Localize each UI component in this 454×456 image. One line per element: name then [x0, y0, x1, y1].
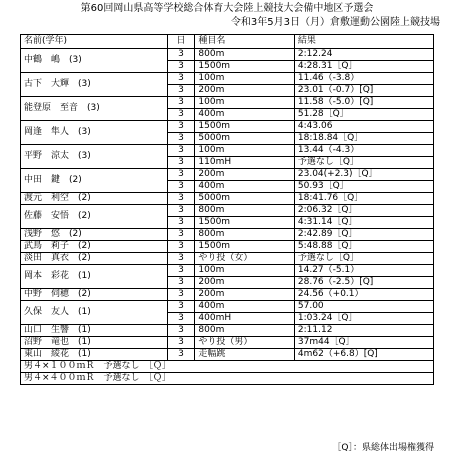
- result-cell: 11.46（-3.8）: [294, 73, 433, 85]
- result-cell: 1:03.24［Q］: [294, 313, 433, 325]
- grade-cell: 3: [167, 313, 195, 325]
- event-cell: 1500m: [195, 61, 295, 73]
- event-cell: 800m: [195, 49, 295, 61]
- event-cell: 110mH: [195, 157, 295, 169]
- result-cell: 18:41.76［Q］: [294, 193, 433, 205]
- event-cell: 400mH: [195, 313, 295, 325]
- grade-cell: 3: [167, 289, 195, 301]
- event-cell: 800m: [195, 229, 295, 241]
- result-cell: 28.76（-2.5）[Q]: [294, 277, 433, 289]
- athlete-name: 武鳥 莉子 (2): [21, 241, 168, 253]
- grade-cell: 3: [167, 157, 195, 169]
- result-cell: 4:31.14［Q］: [294, 217, 433, 229]
- result-cell: 23.01（-0.7）[Q]: [294, 85, 433, 97]
- athlete-name: 能登原 至音 (3): [21, 97, 168, 121]
- event-cell: 200m: [195, 169, 295, 181]
- relay-label: 男４×４００ｍＲ 予選なし ［Ｑ］: [21, 373, 434, 385]
- event-cell: 100m: [195, 145, 295, 157]
- table-row: [21, 145, 434, 157]
- event-cell: 走幅跳: [195, 349, 295, 361]
- athlete-name: 沼野 竜也 (1): [21, 337, 168, 349]
- event-cell: 1500m: [195, 121, 295, 133]
- result-cell: 37m44［Q］: [294, 337, 433, 349]
- athlete-name: 東山 綾花 (1): [21, 349, 168, 361]
- table-row: [21, 229, 434, 241]
- result-cell: 23.04(+2.3)［Q］: [294, 169, 433, 181]
- table-row: [21, 265, 434, 277]
- athlete-name: 中鶴 嶋 (3): [21, 49, 168, 73]
- header-grade: 日: [167, 35, 195, 49]
- result-cell: 2:42.89［Q］: [294, 229, 433, 241]
- grade-cell: 3: [167, 145, 195, 157]
- event-cell: 800m: [195, 205, 295, 217]
- header-result: 結果: [294, 35, 433, 49]
- result-cell: 4:28.31［Q］: [294, 61, 433, 73]
- grade-cell: 3: [167, 277, 195, 289]
- table-row: [21, 349, 434, 361]
- grade-cell: 3: [167, 301, 195, 313]
- event-cell: 100m: [195, 97, 295, 109]
- athlete-name: 岡本 彩花 (1): [21, 265, 168, 289]
- table-row: [21, 241, 434, 253]
- result-cell: 57.00: [294, 301, 433, 313]
- event-cell: 5000m: [195, 193, 295, 205]
- table-row: [21, 289, 434, 301]
- grade-cell: 3: [167, 85, 195, 97]
- grade-cell: 3: [167, 253, 195, 265]
- grade-cell: 3: [167, 97, 195, 109]
- grade-cell: 3: [167, 109, 195, 121]
- table-row: [21, 253, 434, 265]
- athlete-name: 佐藤 安悟 (2): [21, 205, 168, 229]
- table-row: [21, 301, 434, 313]
- table-row: [21, 121, 434, 133]
- grade-cell: 3: [167, 229, 195, 241]
- grade-cell: 3: [167, 61, 195, 73]
- result-cell: 予選なし［Q］: [294, 157, 433, 169]
- header-event: 種目名: [195, 35, 295, 49]
- result-cell: 2:11.12: [294, 325, 433, 337]
- grade-cell: 3: [167, 337, 195, 349]
- event-cell: 400m: [195, 109, 295, 121]
- grade-cell: 3: [167, 217, 195, 229]
- athlete-name: 中田 鍵 (2): [21, 169, 168, 193]
- grade-cell: 3: [167, 241, 195, 253]
- athlete-name: 浅野 悠 (2): [21, 229, 168, 241]
- results-body: [21, 49, 434, 385]
- result-cell: 4m62（+6.8）[Q]: [294, 349, 433, 361]
- event-cell: 200m: [195, 289, 295, 301]
- relay-row: [21, 373, 434, 385]
- event-cell: 1500m: [195, 241, 295, 253]
- event-cell: 100m: [195, 73, 295, 85]
- athlete-name: 中野 伺穂 (2): [21, 289, 168, 301]
- grade-cell: 3: [167, 349, 195, 361]
- table-row: [21, 49, 434, 61]
- grade-cell: 3: [167, 121, 195, 133]
- athlete-name: 平野 涼太 (3): [21, 145, 168, 169]
- table-row: [21, 73, 434, 85]
- result-cell: 51.28［Q］: [294, 109, 433, 121]
- event-cell: 5000m: [195, 133, 295, 145]
- header-row: [21, 35, 434, 49]
- grade-cell: 3: [167, 169, 195, 181]
- result-cell: 18:18.84［Q］: [294, 133, 433, 145]
- grade-cell: 3: [167, 325, 195, 337]
- table-row: [21, 169, 434, 181]
- event-cell: 200m: [195, 85, 295, 97]
- table-row: [21, 193, 434, 205]
- result-cell: 11.58（-5.0）[Q]: [294, 97, 433, 109]
- result-cell: 予選なし［Q］: [294, 253, 433, 265]
- table-row: [21, 337, 434, 349]
- footnote: ［Q］：県総体出場権獲得: [332, 443, 434, 453]
- result-cell: 50.93［Q］: [294, 181, 433, 193]
- event-cell: 1500m: [195, 217, 295, 229]
- grade-cell: 3: [167, 205, 195, 217]
- result-cell: 14.27（-5.1）: [294, 265, 433, 277]
- result-cell: 4:43.06: [294, 121, 433, 133]
- athlete-name: 古下 大輝 (3): [21, 73, 168, 97]
- athlete-name: 淡田 真衣 (2): [21, 253, 168, 265]
- relay-row: [21, 361, 434, 373]
- athlete-name: 久保 友人 (1): [21, 301, 168, 325]
- result-cell: 24.56（+0.1）: [294, 289, 433, 301]
- athlete-name: 山口 生響 (1): [21, 325, 168, 337]
- athlete-name: 渡元 利空 (2): [21, 193, 168, 205]
- grade-cell: 3: [167, 181, 195, 193]
- event-cell: 800m: [195, 325, 295, 337]
- results-table: [20, 34, 434, 385]
- page-title: 第60回岡山県高等学校総合体育大会陸上競技大会備中地区予選会: [80, 3, 374, 14]
- grade-cell: 3: [167, 193, 195, 205]
- athlete-name: 岡逢 隼人 (3): [21, 121, 168, 145]
- table-row: [21, 205, 434, 217]
- event-cell: 200m: [195, 277, 295, 289]
- relay-label: 男４×１００ｍＲ 予選なし ［Ｑ］: [21, 361, 434, 373]
- event-cell: 400m: [195, 301, 295, 313]
- result-cell: 5:48.88［Q］: [294, 241, 433, 253]
- event-cell: やり投（女）: [195, 253, 295, 265]
- table-row: [21, 325, 434, 337]
- result-cell: 2:12.24: [294, 49, 433, 61]
- event-cell: 400m: [195, 181, 295, 193]
- table-row: [21, 97, 434, 109]
- header-name: 名前(学年): [21, 35, 168, 49]
- result-cell: 13.44（-4.3）: [294, 145, 433, 157]
- grade-cell: 3: [167, 265, 195, 277]
- page-subtitle: 令和3年5月3日（月）倉敷運動公園陸上競技場: [230, 17, 440, 28]
- event-cell: やり投（男）: [195, 337, 295, 349]
- event-cell: 100m: [195, 265, 295, 277]
- result-cell: 2:06.32［Q］: [294, 205, 433, 217]
- grade-cell: 3: [167, 49, 195, 61]
- grade-cell: 3: [167, 133, 195, 145]
- grade-cell: 3: [167, 73, 195, 85]
